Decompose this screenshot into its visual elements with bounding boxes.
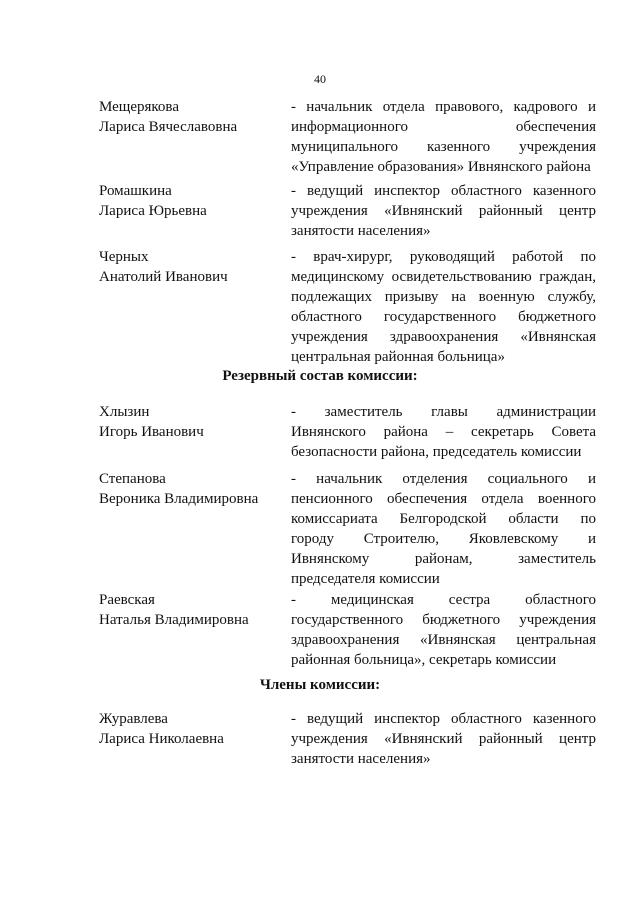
position-line: государственного бюджетного учреждения	[291, 612, 596, 628]
position-line: городу Строителю, Яковлевскому и	[291, 531, 596, 547]
position-line: Ивнянского района – секретарь Совета	[291, 424, 596, 440]
member-position	[291, 181, 596, 241]
member-name	[99, 469, 284, 509]
position-line: безопасности района, председатель комиссии	[291, 444, 582, 460]
member-position	[291, 97, 596, 177]
reserve-composition-heading: Резервный состав комиссии:	[222, 368, 418, 384]
position-line: учреждения здравоохранения «Ивнянская	[291, 329, 596, 345]
page-number: 40	[314, 72, 326, 86]
member-given-name: Лариса Вячеславовна	[99, 119, 238, 135]
position-line: - начальник отделения социального и	[291, 471, 596, 487]
member-name	[99, 181, 284, 221]
member-given-name: Вероника Владимировна	[99, 491, 259, 507]
member-given-name: Игорь Иванович	[99, 424, 204, 440]
member-given-name: Лариса Юрьевна	[99, 203, 207, 219]
member-given-name: Анатолий Иванович	[99, 269, 228, 285]
position-line: - ведущий инспектор областного казенного	[291, 183, 596, 199]
position-line: - заместитель главы администрации	[291, 404, 596, 420]
member-surname: Черных	[99, 249, 149, 265]
position-line: председателя комиссии	[291, 571, 440, 587]
member-name	[99, 402, 284, 442]
members-heading: Члены комиссии:	[259, 677, 381, 693]
position-line: - медицинская сестра областного	[291, 592, 596, 608]
position-line: «Управление образования» Ивнянского района	[291, 159, 591, 175]
member-position	[291, 469, 596, 589]
position-line: муниципального казенного учреждения	[291, 139, 596, 155]
member-surname: Мещерякова	[99, 99, 179, 115]
member-position	[291, 590, 596, 670]
position-line: информационного обеспечения	[291, 119, 596, 135]
member-name	[99, 247, 284, 287]
member-given-name: Наталья Владимировна	[99, 612, 249, 628]
member-surname: Ромашкина	[99, 183, 172, 199]
member-surname: Хлызин	[99, 404, 150, 420]
position-line: здравоохранения «Ивнянская центральная	[291, 632, 596, 648]
position-line: Ивнянскому районам, заместитель	[291, 551, 596, 567]
position-line: центральная районная больница»	[291, 349, 505, 365]
position-line: - ведущий инспектор областного казенного	[291, 711, 596, 727]
position-line: пенсионного обеспечения отдела военного	[291, 491, 596, 507]
position-line: районная больница», секретарь комиссии	[291, 652, 557, 668]
member-given-name: Лариса Николаевна	[99, 731, 224, 747]
position-line: - начальник отдела правового, кадрового и	[291, 99, 596, 115]
member-surname: Журавлева	[99, 711, 168, 727]
member-name	[99, 590, 284, 630]
position-line: областного государственного бюджетного	[291, 309, 596, 325]
member-name	[99, 97, 284, 137]
position-line: учреждения «Ивнянский районный центр	[291, 731, 596, 747]
member-surname: Раевская	[99, 592, 155, 608]
position-line: занятости населения»	[291, 223, 431, 239]
position-line: медицинскому освидетельствованию граждан,	[291, 269, 596, 285]
position-line: учреждения «Ивнянский районный центр	[291, 203, 596, 219]
member-name	[99, 709, 284, 749]
position-line: комиссариата Белгородской области по	[291, 511, 596, 527]
position-line: - врач-хирург, руководящий работой по	[291, 249, 596, 265]
member-surname: Степанова	[99, 471, 166, 487]
member-position	[291, 402, 596, 462]
position-line: занятости населения»	[291, 751, 431, 767]
member-position	[291, 709, 596, 769]
position-line: подлежащих призыву на военную службу,	[291, 289, 596, 305]
member-position	[291, 247, 596, 367]
